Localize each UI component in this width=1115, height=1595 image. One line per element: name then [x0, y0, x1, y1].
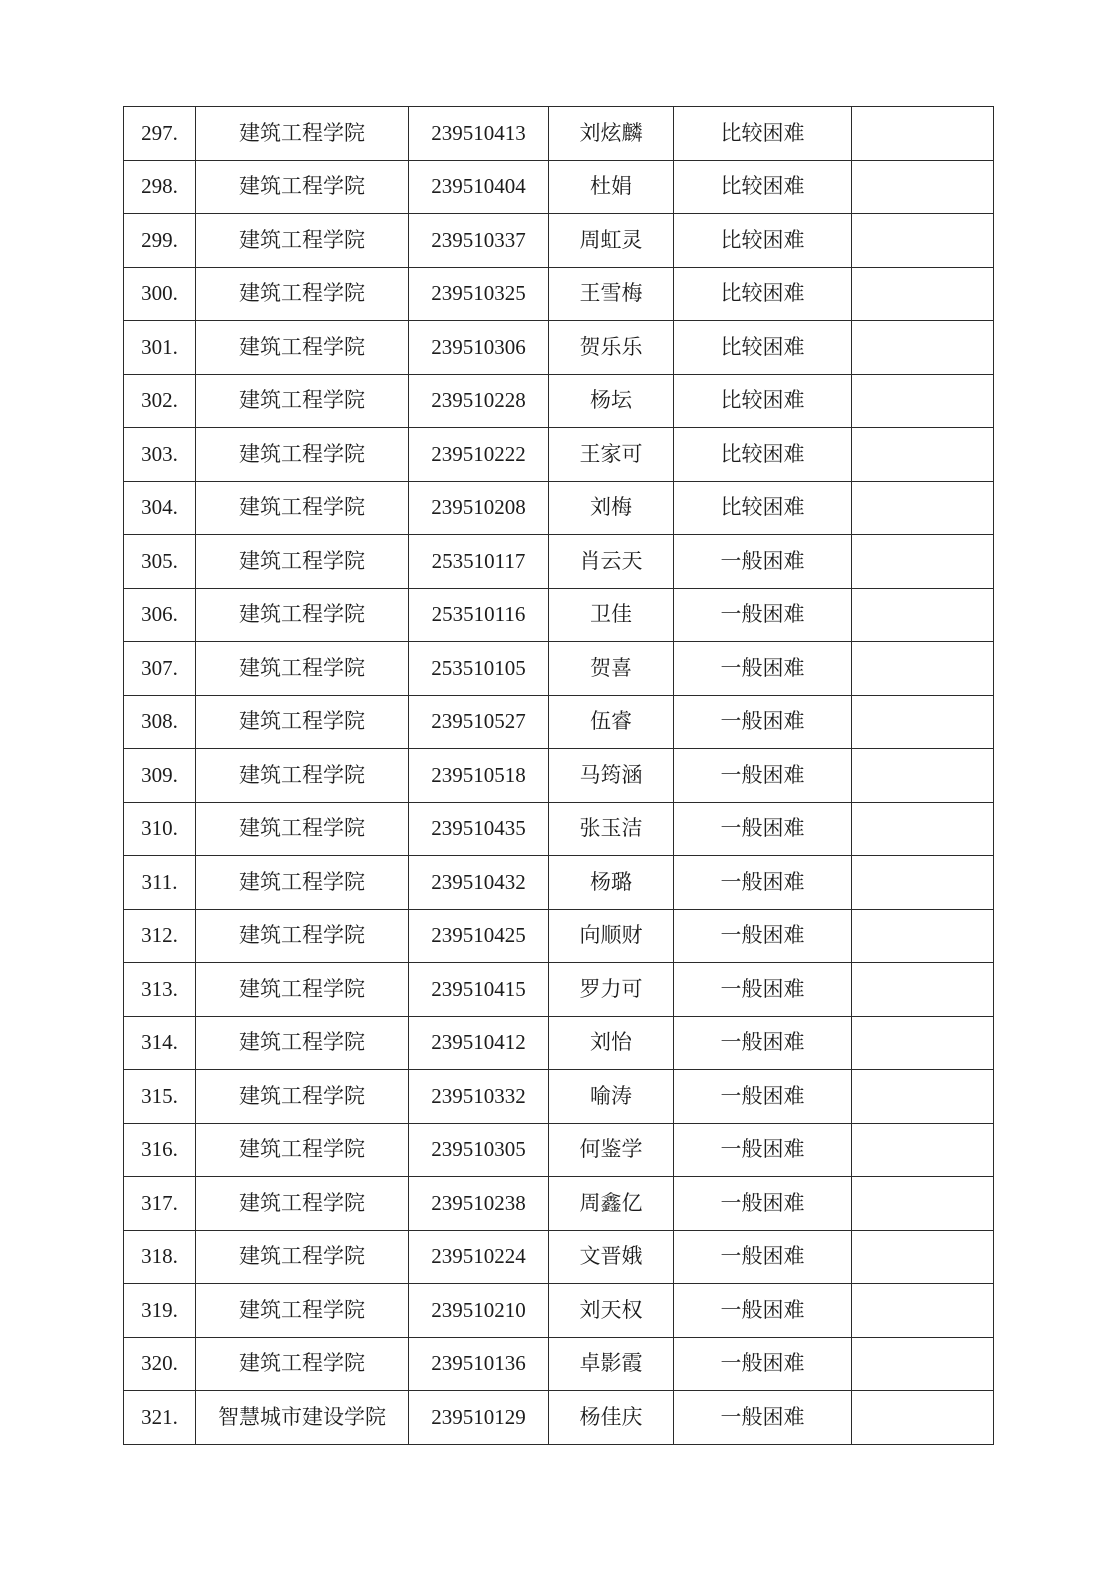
seq-cell: 311. — [124, 856, 196, 910]
difficulty-cell: 一般困难 — [674, 1391, 852, 1445]
seq-cell: 317. — [124, 1177, 196, 1231]
name-cell: 杜娟 — [549, 160, 674, 214]
name-cell: 贺乐乐 — [549, 321, 674, 375]
table-row — [124, 321, 994, 375]
table-row — [124, 963, 994, 1017]
student-id-cell: 239510129 — [409, 1391, 549, 1445]
difficulty-cell: 比较困难 — [674, 428, 852, 482]
name-cell: 喻涛 — [549, 1070, 674, 1124]
student-id-cell: 239510412 — [409, 1016, 549, 1070]
table-row — [124, 1123, 994, 1177]
name-cell: 张玉洁 — [549, 802, 674, 856]
student-id-cell: 239510518 — [409, 749, 549, 803]
table-row — [124, 107, 994, 161]
difficulty-cell: 一般困难 — [674, 535, 852, 589]
college-cell: 建筑工程学院 — [196, 856, 409, 910]
note-cell — [852, 1016, 994, 1070]
name-cell: 何鉴学 — [549, 1123, 674, 1177]
student-id-cell: 239510337 — [409, 214, 549, 268]
college-cell: 建筑工程学院 — [196, 535, 409, 589]
table-row — [124, 588, 994, 642]
student-id-cell: 239510415 — [409, 963, 549, 1017]
college-cell: 建筑工程学院 — [196, 1230, 409, 1284]
college-cell: 建筑工程学院 — [196, 214, 409, 268]
difficulty-cell: 一般困难 — [674, 802, 852, 856]
note-cell — [852, 802, 994, 856]
seq-cell: 310. — [124, 802, 196, 856]
note-cell — [852, 1230, 994, 1284]
name-cell: 卓影霞 — [549, 1337, 674, 1391]
student-id-cell: 239510210 — [409, 1284, 549, 1338]
student-id-cell: 239510208 — [409, 481, 549, 535]
table-row — [124, 695, 994, 749]
college-cell: 建筑工程学院 — [196, 1337, 409, 1391]
note-cell — [852, 1284, 994, 1338]
note-cell — [852, 267, 994, 321]
seq-cell: 309. — [124, 749, 196, 803]
seq-cell: 301. — [124, 321, 196, 375]
college-cell: 建筑工程学院 — [196, 963, 409, 1017]
college-cell: 建筑工程学院 — [196, 1284, 409, 1338]
college-cell: 建筑工程学院 — [196, 642, 409, 696]
table-row — [124, 160, 994, 214]
seq-cell: 303. — [124, 428, 196, 482]
student-id-cell: 239510413 — [409, 107, 549, 161]
note-cell — [852, 856, 994, 910]
college-cell: 建筑工程学院 — [196, 481, 409, 535]
difficulty-cell: 一般困难 — [674, 588, 852, 642]
college-cell: 建筑工程学院 — [196, 428, 409, 482]
seq-cell: 316. — [124, 1123, 196, 1177]
name-cell: 罗力可 — [549, 963, 674, 1017]
student-id-cell: 253510105 — [409, 642, 549, 696]
table-row — [124, 909, 994, 963]
name-cell: 杨璐 — [549, 856, 674, 910]
college-cell: 建筑工程学院 — [196, 1070, 409, 1124]
note-cell — [852, 1123, 994, 1177]
student-id-cell: 239510332 — [409, 1070, 549, 1124]
seq-cell: 306. — [124, 588, 196, 642]
college-cell: 建筑工程学院 — [196, 160, 409, 214]
college-cell: 建筑工程学院 — [196, 321, 409, 375]
difficulty-cell: 一般困难 — [674, 1284, 852, 1338]
seq-cell: 318. — [124, 1230, 196, 1284]
seq-cell: 297. — [124, 107, 196, 161]
student-id-cell: 253510117 — [409, 535, 549, 589]
student-id-cell: 239510222 — [409, 428, 549, 482]
table-row — [124, 1230, 994, 1284]
college-cell: 智慧城市建设学院 — [196, 1391, 409, 1445]
student-id-cell: 253510116 — [409, 588, 549, 642]
seq-cell: 299. — [124, 214, 196, 268]
college-cell: 建筑工程学院 — [196, 374, 409, 428]
note-cell — [852, 374, 994, 428]
student-id-cell: 239510425 — [409, 909, 549, 963]
difficulty-cell: 比较困难 — [674, 107, 852, 161]
difficulty-cell: 一般困难 — [674, 695, 852, 749]
name-cell: 文晋娥 — [549, 1230, 674, 1284]
student-id-cell: 239510305 — [409, 1123, 549, 1177]
name-cell: 杨佳庆 — [549, 1391, 674, 1445]
name-cell: 马筠涵 — [549, 749, 674, 803]
note-cell — [852, 481, 994, 535]
college-cell: 建筑工程学院 — [196, 802, 409, 856]
seq-cell: 313. — [124, 963, 196, 1017]
student-id-cell: 239510136 — [409, 1337, 549, 1391]
table-row — [124, 802, 994, 856]
seq-cell: 300. — [124, 267, 196, 321]
name-cell: 刘怡 — [549, 1016, 674, 1070]
seq-cell: 305. — [124, 535, 196, 589]
seq-cell: 320. — [124, 1337, 196, 1391]
student-id-cell: 239510527 — [409, 695, 549, 749]
student-id-cell: 239510435 — [409, 802, 549, 856]
difficulty-cell: 一般困难 — [674, 963, 852, 1017]
table-row — [124, 856, 994, 910]
seq-cell: 312. — [124, 909, 196, 963]
name-cell: 王雪梅 — [549, 267, 674, 321]
name-cell: 肖云天 — [549, 535, 674, 589]
difficulty-cell: 一般困难 — [674, 642, 852, 696]
name-cell: 向顺财 — [549, 909, 674, 963]
table-row — [124, 535, 994, 589]
note-cell — [852, 321, 994, 375]
difficulty-cell: 比较困难 — [674, 321, 852, 375]
difficulty-cell: 一般困难 — [674, 909, 852, 963]
seq-cell: 302. — [124, 374, 196, 428]
note-cell — [852, 1391, 994, 1445]
note-cell — [852, 107, 994, 161]
seq-cell: 298. — [124, 160, 196, 214]
difficulty-cell: 比较困难 — [674, 374, 852, 428]
table-row — [124, 374, 994, 428]
table-row — [124, 749, 994, 803]
name-cell: 刘炫麟 — [549, 107, 674, 161]
difficulty-cell: 一般困难 — [674, 1230, 852, 1284]
table-row — [124, 1284, 994, 1338]
note-cell — [852, 642, 994, 696]
note-cell — [852, 428, 994, 482]
note-cell — [852, 1177, 994, 1231]
name-cell: 贺喜 — [549, 642, 674, 696]
name-cell: 卫佳 — [549, 588, 674, 642]
college-cell: 建筑工程学院 — [196, 1016, 409, 1070]
name-cell: 刘梅 — [549, 481, 674, 535]
name-cell: 周鑫亿 — [549, 1177, 674, 1231]
student-roster-table — [123, 106, 994, 1445]
student-id-cell: 239510224 — [409, 1230, 549, 1284]
note-cell — [852, 535, 994, 589]
difficulty-cell: 比较困难 — [674, 267, 852, 321]
difficulty-cell: 一般困难 — [674, 1123, 852, 1177]
student-id-cell: 239510325 — [409, 267, 549, 321]
note-cell — [852, 695, 994, 749]
seq-cell: 304. — [124, 481, 196, 535]
note-cell — [852, 1070, 994, 1124]
name-cell: 刘天权 — [549, 1284, 674, 1338]
difficulty-cell: 比较困难 — [674, 214, 852, 268]
college-cell: 建筑工程学院 — [196, 588, 409, 642]
name-cell: 伍睿 — [549, 695, 674, 749]
college-cell: 建筑工程学院 — [196, 749, 409, 803]
table-row — [124, 1391, 994, 1445]
note-cell — [852, 749, 994, 803]
table-row — [124, 1337, 994, 1391]
college-cell: 建筑工程学院 — [196, 695, 409, 749]
table-row — [124, 214, 994, 268]
college-cell: 建筑工程学院 — [196, 107, 409, 161]
seq-cell: 321. — [124, 1391, 196, 1445]
student-id-cell: 239510404 — [409, 160, 549, 214]
difficulty-cell: 一般困难 — [674, 1070, 852, 1124]
note-cell — [852, 909, 994, 963]
college-cell: 建筑工程学院 — [196, 1123, 409, 1177]
table-body — [124, 107, 994, 1445]
table-row — [124, 642, 994, 696]
table-row — [124, 1177, 994, 1231]
name-cell: 杨坛 — [549, 374, 674, 428]
college-cell: 建筑工程学院 — [196, 1177, 409, 1231]
difficulty-cell: 一般困难 — [674, 749, 852, 803]
note-cell — [852, 588, 994, 642]
seq-cell: 315. — [124, 1070, 196, 1124]
difficulty-cell: 一般困难 — [674, 1337, 852, 1391]
college-cell: 建筑工程学院 — [196, 267, 409, 321]
difficulty-cell: 一般困难 — [674, 1016, 852, 1070]
student-id-cell: 239510432 — [409, 856, 549, 910]
college-cell: 建筑工程学院 — [196, 909, 409, 963]
difficulty-cell: 比较困难 — [674, 481, 852, 535]
seq-cell: 307. — [124, 642, 196, 696]
note-cell — [852, 1337, 994, 1391]
note-cell — [852, 214, 994, 268]
name-cell: 周虹灵 — [549, 214, 674, 268]
name-cell: 王家可 — [549, 428, 674, 482]
table-row — [124, 428, 994, 482]
note-cell — [852, 963, 994, 1017]
student-id-cell: 239510238 — [409, 1177, 549, 1231]
table-row — [124, 1016, 994, 1070]
student-id-cell: 239510306 — [409, 321, 549, 375]
table-row — [124, 481, 994, 535]
seq-cell: 319. — [124, 1284, 196, 1338]
table-row — [124, 1070, 994, 1124]
difficulty-cell: 比较困难 — [674, 160, 852, 214]
seq-cell: 308. — [124, 695, 196, 749]
seq-cell: 314. — [124, 1016, 196, 1070]
table-row — [124, 267, 994, 321]
difficulty-cell: 一般困难 — [674, 856, 852, 910]
difficulty-cell: 一般困难 — [674, 1177, 852, 1231]
note-cell — [852, 160, 994, 214]
student-id-cell: 239510228 — [409, 374, 549, 428]
